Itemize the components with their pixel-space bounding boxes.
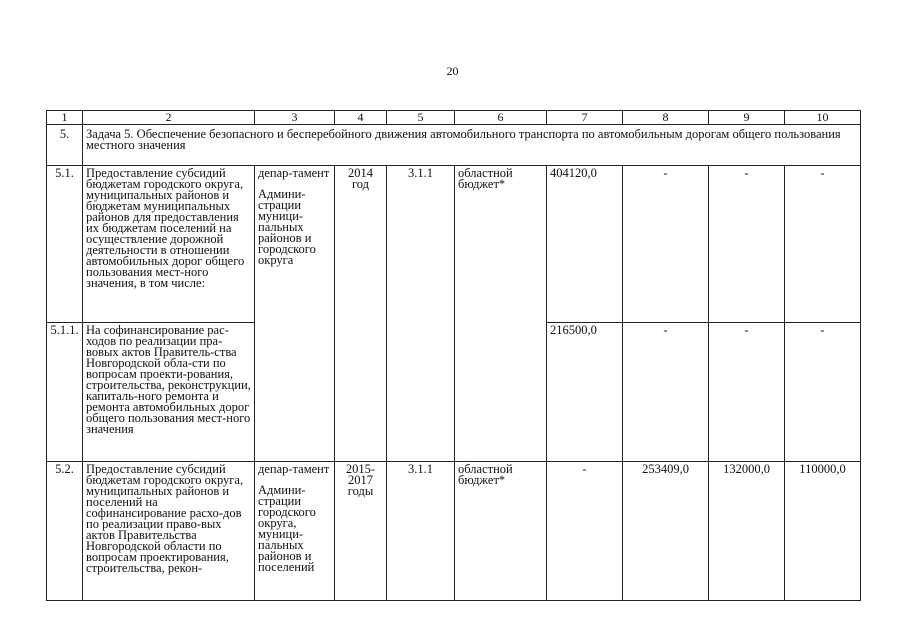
target-indicator: 3.1.1 xyxy=(387,462,455,601)
executor-administrations: Админи-страции городского округа, муници-пальных районов и поселений xyxy=(258,483,316,574)
program-activities-table xyxy=(46,110,861,601)
amount-col9: 132000,0 xyxy=(709,462,785,601)
activity-name: Предоставление субсидий бюджетам городского округа, муниципальных районов и поселений на софинансирование расхо-дов по реализации право-вых актов Правительства Новгородской области по вопросам проектирования, строительства, рекон- xyxy=(83,462,255,601)
period: 2014 год xyxy=(335,166,387,462)
amount-col8: 253409,0 xyxy=(623,462,709,601)
target-indicator: 3.1.1 xyxy=(387,166,455,462)
col-header-4: 4 xyxy=(335,111,387,125)
row-number: 5.1.1. xyxy=(47,323,83,462)
table-row xyxy=(47,166,861,323)
executor-department: депар-тамент xyxy=(258,462,330,476)
funding-source: областной бюджет* xyxy=(455,462,547,601)
col-header-9: 9 xyxy=(709,111,785,125)
col-header-10: 10 xyxy=(785,111,861,125)
col-header-1: 1 xyxy=(47,111,83,125)
col-header-7: 7 xyxy=(547,111,623,125)
amount-col10: - xyxy=(785,323,861,462)
executor-department: депар-тамент xyxy=(258,166,330,180)
activity-name: Предоставление субсидий бюджетам городского округа, муниципальных районов и бюджетам муниципальных районов для предоставления их бюджетам поселений на осуществление дорожной деятельности в отношении автомобильных дорог общего пользования мест-ного значения, в том числе: xyxy=(83,166,255,323)
table-row xyxy=(47,462,861,601)
amount-col7: - xyxy=(547,462,623,601)
amount-col8: - xyxy=(623,166,709,323)
amount-col10: - xyxy=(785,166,861,323)
col-header-5: 5 xyxy=(387,111,455,125)
task-number: 5. xyxy=(47,125,83,166)
col-header-8: 8 xyxy=(623,111,709,125)
row-number: 5.2. xyxy=(47,462,83,601)
col-header-3: 3 xyxy=(255,111,335,125)
funding-source: областной бюджет* xyxy=(455,166,547,462)
col-header-6: 6 xyxy=(455,111,547,125)
column-number-row xyxy=(47,111,861,125)
executor-cell xyxy=(255,166,335,462)
amount-col7: 216500,0 xyxy=(547,323,623,462)
col-header-2: 2 xyxy=(83,111,255,125)
period: 2015-2017 годы xyxy=(335,462,387,601)
amount-col7: 404120,0 xyxy=(547,166,623,323)
amount-col9: - xyxy=(709,166,785,323)
amount-col9: - xyxy=(709,323,785,462)
activity-name: На софинансирование рас-ходов по реализации пра-вовых актов Правитель-ства Новгородской обла-сти по вопросам проекти-рования, строительства, реконструкции, капиталь-ного ремонта и ремонта автомобильных дорог общего пользования мест-ного значения xyxy=(83,323,255,462)
task-title: Задача 5. Обеспечение безопасного и бесперебойного движения автомобильного транспорта по автомобильным дорогам общего пользования местного значения xyxy=(83,125,861,166)
executor-cell xyxy=(255,462,335,601)
amount-col8: - xyxy=(623,323,709,462)
task-row xyxy=(47,125,861,166)
executor-administrations: Админи-страции муници-пальных районов и городского округа xyxy=(258,187,316,267)
row-number: 5.1. xyxy=(47,166,83,323)
amount-col10: 110000,0 xyxy=(785,462,861,601)
page-number: 20 xyxy=(446,64,459,78)
